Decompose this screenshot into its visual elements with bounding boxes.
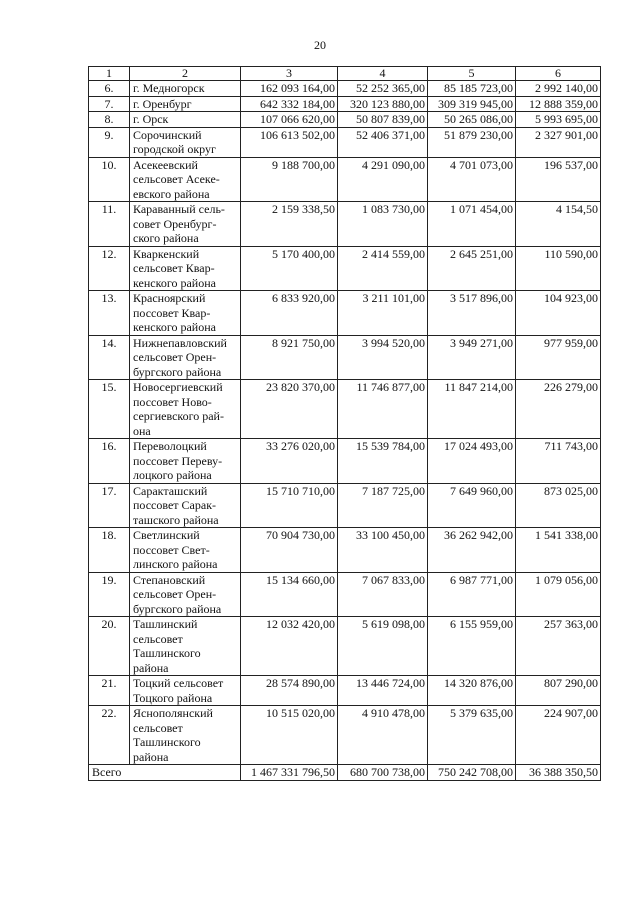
- municipality-name: [130, 706, 241, 765]
- municipality-name: [130, 96, 241, 112]
- name-line: кенского района: [133, 320, 216, 334]
- name-line: Караванный сель-: [133, 202, 225, 216]
- name-line: поссовет Квар-: [133, 305, 211, 320]
- value-col3: 23 820 370,00: [241, 380, 338, 439]
- name-line: бургского района: [133, 601, 222, 616]
- name-line: Тоцкий сельсовет: [133, 676, 224, 690]
- name-line: лоцкого района: [133, 468, 212, 482]
- table-row: [89, 246, 601, 291]
- name-line: сельсовет Орен-: [133, 587, 217, 601]
- value-col4: 4 910 478,00: [338, 706, 428, 765]
- value-col4: 5 619 098,00: [338, 617, 428, 676]
- name-line: сельсовет Орен-: [133, 350, 217, 364]
- value-col6: 873 025,00: [516, 483, 601, 528]
- value-col4: 50 807 839,00: [338, 112, 428, 128]
- name-line: сельсовет Асеке-: [133, 172, 220, 186]
- name-line: Саракташский: [133, 483, 208, 498]
- name-line: ташского района: [133, 512, 219, 527]
- value-col6: 5 993 695,00: [516, 112, 601, 128]
- value-col4: 3 211 101,00: [338, 291, 428, 336]
- value-col3: 162 093 164,00: [241, 81, 338, 97]
- table-row: [89, 127, 601, 157]
- value-col3: 106 613 502,00: [241, 127, 338, 157]
- name-line: поссовет Сарак-: [133, 498, 217, 512]
- name-line: Асекеевский: [133, 157, 198, 172]
- row-number: 16.: [89, 439, 130, 484]
- value-col6: 224 907,00: [516, 706, 601, 765]
- municipality-name: [130, 617, 241, 676]
- value-col4: 15 539 784,00: [338, 439, 428, 484]
- row-number: 13.: [89, 291, 130, 336]
- table-row: [89, 335, 601, 380]
- total-col3: 1 467 331 796,50: [241, 765, 338, 781]
- column-header: 1: [89, 67, 130, 81]
- row-number: 10.: [89, 157, 130, 202]
- value-col5: 1 071 454,00: [428, 202, 516, 247]
- municipality-name: [130, 127, 241, 157]
- table-row: [89, 81, 601, 97]
- value-col4: 52 252 365,00: [338, 81, 428, 97]
- value-col4: 320 123 880,00: [338, 96, 428, 112]
- table-row: [89, 439, 601, 484]
- value-col3: 6 833 920,00: [241, 291, 338, 336]
- name-line: поссовет Свет-: [133, 542, 210, 557]
- table-row: [89, 483, 601, 528]
- name-line: Красноярский: [133, 291, 206, 305]
- value-col5: 11 847 214,00: [428, 380, 516, 439]
- name-line: поссовет Ново-: [133, 394, 212, 409]
- table-row: [89, 617, 601, 676]
- municipality-name: [130, 202, 241, 247]
- row-number: 6.: [89, 81, 130, 97]
- value-col3: 15 710 710,00: [241, 483, 338, 528]
- name-line: совет Оренбург-: [133, 216, 217, 231]
- value-col3: 10 515 020,00: [241, 706, 338, 765]
- column-header: 6: [516, 67, 601, 81]
- table-row: [89, 112, 601, 128]
- municipality-name: [130, 380, 241, 439]
- value-col6: 12 888 359,00: [516, 96, 601, 112]
- value-col4: 4 291 090,00: [338, 157, 428, 202]
- value-col3: 12 032 420,00: [241, 617, 338, 676]
- value-col6: 196 537,00: [516, 157, 601, 202]
- value-col5: 5 379 635,00: [428, 706, 516, 765]
- value-col3: 107 066 620,00: [241, 112, 338, 128]
- value-col6: 226 279,00: [516, 380, 601, 439]
- row-number: 22.: [89, 706, 130, 765]
- name-line: сергиевского рай-: [133, 409, 224, 423]
- table-row: [89, 380, 601, 439]
- value-col5: 4 701 073,00: [428, 157, 516, 202]
- column-header: 4: [338, 67, 428, 81]
- table-row: [89, 96, 601, 112]
- table-body: [89, 67, 601, 781]
- value-col5: 3 949 271,00: [428, 335, 516, 380]
- municipality-name: [130, 246, 241, 291]
- name-line: района: [133, 660, 169, 675]
- column-header: 3: [241, 67, 338, 81]
- value-col5: 14 320 876,00: [428, 676, 516, 706]
- municipality-name: [130, 81, 241, 97]
- municipality-name: [130, 291, 241, 336]
- name-line: она: [133, 423, 151, 438]
- value-col4: 7 067 833,00: [338, 572, 428, 617]
- value-col3: 33 276 020,00: [241, 439, 338, 484]
- row-number: 17.: [89, 483, 130, 528]
- row-number: 15.: [89, 380, 130, 439]
- table-row: [89, 202, 601, 247]
- name-line: Степановский: [133, 572, 206, 587]
- column-header: 2: [130, 67, 241, 81]
- value-col5: 6 155 959,00: [428, 617, 516, 676]
- municipality-name: [130, 112, 241, 128]
- total-col5: 750 242 708,00: [428, 765, 516, 781]
- value-col4: 52 406 371,00: [338, 127, 428, 157]
- name-line: Яснополянский: [133, 706, 213, 720]
- row-number: 7.: [89, 96, 130, 112]
- value-col5: 17 024 493,00: [428, 439, 516, 484]
- value-col5: 36 262 942,00: [428, 528, 516, 573]
- value-col5: 85 185 723,00: [428, 81, 516, 97]
- name-line: линского района: [133, 557, 218, 571]
- table-row: [89, 676, 601, 706]
- name-line: Кваркенский: [133, 246, 200, 261]
- municipality-name: [130, 676, 241, 706]
- name-line: Новосергиевский: [133, 380, 223, 394]
- value-col6: 110 590,00: [516, 246, 601, 291]
- name-line: района: [133, 749, 169, 764]
- municipality-name: [130, 483, 241, 528]
- name-line: сельсовет Квар-: [133, 261, 215, 275]
- value-col5: 6 987 771,00: [428, 572, 516, 617]
- value-col5: 7 649 960,00: [428, 483, 516, 528]
- name-line: Ташлинского: [133, 735, 201, 749]
- row-number: 21.: [89, 676, 130, 706]
- name-line: кенского района: [133, 275, 216, 290]
- budget-table: [88, 66, 601, 781]
- value-col3: 5 170 400,00: [241, 246, 338, 291]
- municipality-name: [130, 157, 241, 202]
- row-number: 12.: [89, 246, 130, 291]
- value-col6: 977 959,00: [516, 335, 601, 380]
- value-col4: 7 187 725,00: [338, 483, 428, 528]
- value-col4: 33 100 450,00: [338, 528, 428, 573]
- table-row: [89, 291, 601, 336]
- value-col6: 1 079 056,00: [516, 572, 601, 617]
- row-number: 20.: [89, 617, 130, 676]
- total-col6: 36 388 350,50: [516, 765, 601, 781]
- row-number: 18.: [89, 528, 130, 573]
- value-col3: 70 904 730,00: [241, 528, 338, 573]
- value-col4: 2 414 559,00: [338, 246, 428, 291]
- name-line: Нижнепавловский: [133, 335, 227, 350]
- value-col6: 257 363,00: [516, 617, 601, 676]
- value-col5: 3 517 896,00: [428, 291, 516, 336]
- name-line: поссовет Переву-: [133, 453, 223, 468]
- value-col6: 4 154,50: [516, 202, 601, 247]
- name-line: бургского района: [133, 364, 222, 379]
- value-col6: 807 290,00: [516, 676, 601, 706]
- value-col6: 711 743,00: [516, 439, 601, 484]
- municipality-name: [130, 335, 241, 380]
- name-line: евского района: [133, 186, 210, 201]
- value-col3: 28 574 890,00: [241, 676, 338, 706]
- row-number: 8.: [89, 112, 130, 128]
- value-col3: 8 921 750,00: [241, 335, 338, 380]
- column-header: 5: [428, 67, 516, 81]
- name-line: г. Медногорск: [133, 81, 205, 95]
- value-col3: 2 159 338,50: [241, 202, 338, 247]
- municipality-name: [130, 528, 241, 573]
- value-col6: 1 541 338,00: [516, 528, 601, 573]
- table-row: [89, 572, 601, 617]
- row-number: 14.: [89, 335, 130, 380]
- name-line: Переволоцкий: [133, 439, 207, 453]
- value-col4: 1 083 730,00: [338, 202, 428, 247]
- name-line: г. Орск: [133, 112, 169, 126]
- name-line: сельсовет: [133, 720, 183, 735]
- total-label: Всего: [89, 765, 241, 781]
- header-row: [89, 67, 601, 81]
- row-number: 19.: [89, 572, 130, 617]
- value-col5: 51 879 230,00: [428, 127, 516, 157]
- total-col4: 680 700 738,00: [338, 765, 428, 781]
- value-col3: 9 188 700,00: [241, 157, 338, 202]
- row-number: 9.: [89, 127, 130, 157]
- row-number: 11.: [89, 202, 130, 247]
- value-col4: 11 746 877,00: [338, 380, 428, 439]
- value-col3: 15 134 660,00: [241, 572, 338, 617]
- table-row: [89, 528, 601, 573]
- table-row: [89, 706, 601, 765]
- name-line: г. Оренбург: [133, 96, 192, 111]
- page-number: 20: [314, 38, 326, 52]
- value-col3: 642 332 184,00: [241, 96, 338, 112]
- table-row: [89, 157, 601, 202]
- total-row: [89, 765, 601, 781]
- name-line: Тоцкого района: [133, 690, 213, 705]
- name-line: Сорочинский: [133, 127, 202, 142]
- value-col5: 309 319 945,00: [428, 96, 516, 112]
- name-line: Светлинский: [133, 528, 200, 542]
- municipality-name: [130, 572, 241, 617]
- name-line: ского района: [133, 231, 199, 245]
- value-col6: 2 992 140,00: [516, 81, 601, 97]
- value-col6: 104 923,00: [516, 291, 601, 336]
- value-col5: 50 265 086,00: [428, 112, 516, 128]
- name-line: Ташлинского: [133, 646, 201, 660]
- municipality-name: [130, 439, 241, 484]
- value-col5: 2 645 251,00: [428, 246, 516, 291]
- name-line: сельсовет: [133, 631, 183, 646]
- value-col4: 13 446 724,00: [338, 676, 428, 706]
- value-col4: 3 994 520,00: [338, 335, 428, 380]
- name-line: городской округ: [133, 142, 216, 156]
- value-col6: 2 327 901,00: [516, 127, 601, 157]
- name-line: Ташлинский: [133, 617, 198, 631]
